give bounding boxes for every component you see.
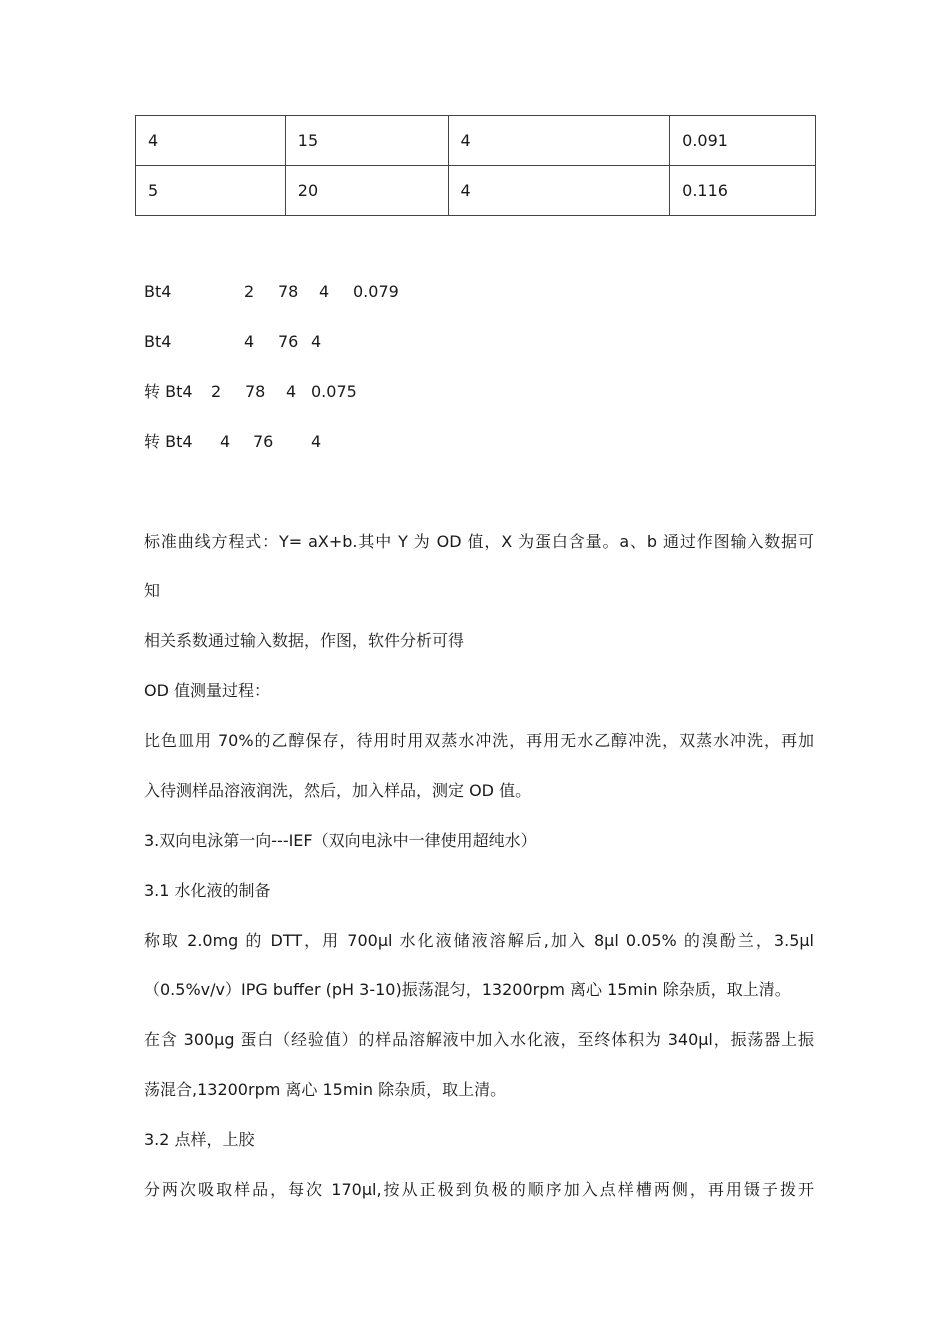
sample-value: 78 (245, 382, 266, 401)
sample-name: Bt4 (144, 332, 172, 351)
sample-name: 转 Bt4 (144, 382, 193, 401)
sample-row (144, 431, 444, 453)
sample-value: 4 (311, 332, 322, 351)
table-cell: 0.116 (670, 166, 816, 216)
paragraph-line: 分两次吸取样品，每次 170μl,按从正极到负极的顺序加入点样槽两侧，再用镊子拨开 (144, 1180, 814, 1199)
sample-value: 76 (278, 332, 299, 351)
sample-row (144, 381, 444, 403)
paragraph-line: 荡混合,13200rpm 离心 15min 除杂质，取上清。 (144, 1080, 507, 1099)
table-cell: 4 (448, 116, 670, 166)
sample-value: 2 (211, 382, 222, 401)
sample-row (144, 281, 444, 303)
sample-name: 转 Bt4 (144, 432, 193, 451)
sample-value: 76 (253, 432, 274, 451)
table-cell: 4 (448, 166, 670, 216)
sample-value: 4 (311, 432, 322, 451)
paragraph-line: 在含 300μg 蛋白（经验值）的样品溶解液中加入水化液，至终体积为 340μl，振荡器上振 (144, 1030, 814, 1049)
sample-value: 4 (220, 432, 231, 451)
sample-name: Bt4 (144, 282, 172, 301)
section-heading: 3.双向电泳第一向---IEF（双向电泳中一律使用超纯水） (144, 831, 537, 850)
sample-value: 4 (286, 382, 297, 401)
subsection-heading: 3.1 水化液的制备 (144, 881, 271, 900)
sample-value: 0.079 (353, 282, 399, 301)
paragraph: OD 值测量过程： (144, 681, 271, 700)
sample-value: 4 (244, 332, 255, 351)
subsection-heading: 3.2 点样，上胶 (144, 1130, 255, 1149)
paragraph-line: 入待测样品溶液润洗，然后，加入样品，测定 OD 值。 (144, 781, 532, 800)
sample-row (144, 331, 444, 353)
table-cell: 4 (136, 116, 286, 166)
sample-value: 2 (244, 282, 255, 301)
sample-value: 4 (319, 282, 330, 301)
sample-value: 0.075 (311, 382, 357, 401)
table-cell: 5 (136, 166, 286, 216)
table-cell: 0.091 (670, 116, 816, 166)
table-row (136, 166, 816, 216)
paragraph-line: 标准曲线方程式：Y= aX+b.其中 Y 为 OD 值，X 为蛋白含量。a、b 通过作图输入数据可 (144, 532, 814, 551)
paragraph-line: 称取 2.0mg 的 DTT，用 700μl 水化液储液溶解后,加入 8μl 0.05% 的溴酚兰，3.5μl (144, 931, 814, 950)
data-table (135, 115, 816, 216)
paragraph-line: 知 (144, 581, 161, 600)
paragraph-line: 比色皿用 70%的乙醇保存，待用时用双蒸水冲洗，再用无水乙醇冲洗，双蒸水冲洗，再加 (144, 731, 814, 750)
paragraph: 相关系数通过输入数据，作图，软件分析可得 (144, 631, 465, 650)
table-cell: 15 (285, 116, 448, 166)
sample-value: 78 (278, 282, 299, 301)
table-row (136, 116, 816, 166)
table-cell: 20 (285, 166, 448, 216)
paragraph-line: （0.5%v/v）IPG buffer (pH 3-10)振荡混匀，13200rpm 离心 15min 除杂质，取上清。 (144, 980, 791, 999)
